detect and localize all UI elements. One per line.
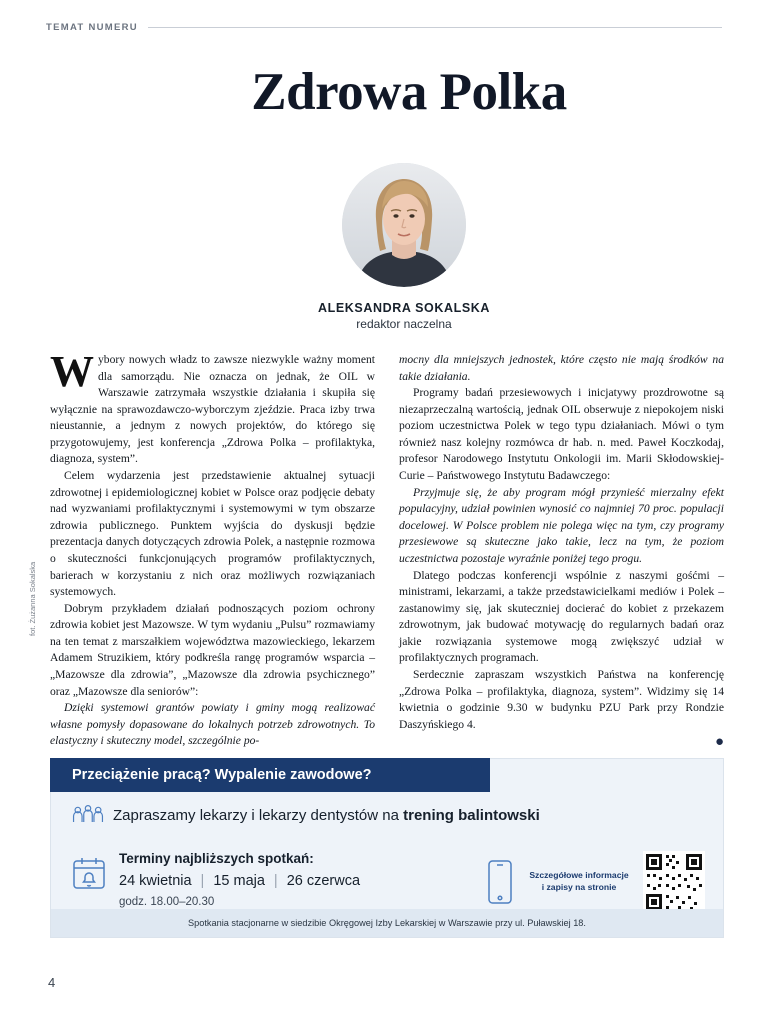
advert-dates bbox=[119, 873, 360, 889]
date-separator: | bbox=[200, 873, 205, 889]
paragraph: Celem wydarzenia jest przedstawienie aktualnej sytuacji zdrowotnej i epidemiologicznej kobiet w Polsce oraz podjęcie debaty nad wyzwaniami profilaktycznymi i systemowymi w tym obszarze zdrowia publicznego. Punktem wyjścia do dyskusji będzie prezentacja danych dotyczących zdrowia Polek, a następnie rozmowa o skuteczności funkcjonujących programów profilaktycznych, barierach w korzystaniu z nich oraz możliwych rozwiązaniach systemowych. bbox=[50, 469, 375, 599]
advert-footer-text: Spotkania stacjonarne w siedzibie Okręgowej Izby Lekarskiej w Warszawie przy ul. Puławskiej 18. bbox=[188, 918, 586, 928]
page-title: Zdrowa Polka bbox=[251, 63, 567, 121]
advert-date: 15 maja bbox=[213, 873, 265, 889]
advert-invite-prefix: Zapraszamy lekarzy i lekarzy dentystów na bbox=[113, 807, 404, 824]
kicker-label: TEMAT NUMERU bbox=[46, 22, 138, 33]
avatar bbox=[342, 163, 466, 287]
advert-invite-strong: trening balintowski bbox=[403, 807, 540, 824]
advert-box bbox=[50, 758, 724, 938]
paragraph: Wybory nowych władz to zawsze niezwykle ważny moment dla samorządu. Nie oznacza on jednak, że OIL w Warszawie zatrzymała wszystkie działania i skupiła się wyłącznie na sprawozdawczo-wyborczym zjeździe. Praca izby trwa nieustannie, a jednym z nowych projektów, do którego się przygotowujemy, jest konferencja „Zdrowa Polka – profilaktyka, diagnoza, system”. bbox=[50, 347, 375, 466]
date-separator: | bbox=[273, 873, 278, 889]
article-body bbox=[50, 347, 724, 751]
section-kicker bbox=[46, 22, 722, 33]
author-block bbox=[0, 163, 768, 331]
advert-invite bbox=[113, 807, 703, 824]
people-group-icon bbox=[71, 803, 105, 829]
advert-terms-title: Terminy najbliższych spotkań: bbox=[119, 851, 314, 866]
page-number: 4 bbox=[48, 975, 56, 990]
advert-banner-title: Przeciążenie pracą? Wypalenie zawodowe? bbox=[72, 767, 372, 783]
photo-credit: fot. Żużanna Sokalska bbox=[28, 561, 37, 636]
paragraph: Dlatego podczas konferencji wspólnie z naszymi gośćmi – ministrami, lekarzami, a także przedstawicielkami mediów i Polek – zastanowimy się, jak skuteczniej docierać do kobiet z przekazem zdrowotnym, jak budować motywację do regularnych badań oraz jakie rozwiązania systemowe mogą zwiększyć udział w profilaktycznych programach. bbox=[399, 568, 724, 665]
paragraph: Programy badań przesiewowych i inicjatywy prozdrowotne są niezaprzeczalną wartością, jednak OIL obserwuje z niepokojem niski poziom uczestnictwa Polek w tego typu działaniach. Mówi o tym również nasz kolejny rozmówca dr hab. n. med. Paweł Koczkodaj, profesor Narodowego Instytutu Onkologii im. Marii Skłodowskiej-Curie – Państwowego Instytutu Badawczego: bbox=[399, 386, 724, 483]
paragraph-quote: Dzięki systemowi grantów powiaty i gminy mogą realizować własne pomysły dopasowane do lokalnych potrzeb zdrowotnych. To elastyczny i skuteczny model, szczególnie po- bbox=[50, 701, 375, 748]
author-name: ALEKSANDRA SOKALSKA bbox=[317, 301, 491, 315]
paragraph-quote: Przyjmuje się, że aby program mógł przynieść mierzalny efekt populacyjny, udział powinien wynosić co najmniej 70 proc. populacji docelowej. W Polsce problem nie polega więc na tym, czy programy przesiewowe są skuteczne jako takie, lecz na tym, że poziom uczestnictwa pozostaje wyraźnie poniżej tego progu. bbox=[399, 485, 724, 565]
qr-code-icon[interactable] bbox=[643, 851, 705, 913]
advert-footer bbox=[51, 909, 723, 937]
paragraph: Dobrym przykładem działań podnoszących poziom ochrony zdrowia kobiet jest Mazowsze. W tym wydaniu „Pulsu” rozmawiamy na ten temat z marszałkiem województwa mazowieckiego, lekarzem Adamem Struzikiem, który podkreśla rangę programów wsparcia – „Mazowsze dla zdrowia”, „Mazowsze dla zdrowia psychicznego” oraz „Mazowsze dla seniorów”: bbox=[50, 601, 375, 698]
advert-info-text bbox=[525, 870, 633, 893]
mobile-phone-icon bbox=[485, 859, 515, 905]
avatar-portrait-icon bbox=[342, 163, 466, 287]
advert-date: 24 kwietnia bbox=[119, 873, 192, 889]
advert-banner bbox=[50, 758, 490, 792]
kicker-divider bbox=[148, 27, 722, 28]
advert-info-group bbox=[455, 851, 705, 913]
paragraph: Serdecznie zapraszam wszystkich Państwa na konferencję „Zdrowa Polka – profilaktyka, diagnoza, system”. Widzimy się 14 kwietnia o godzinie 9.30 w budynku PZU Park przy Rondzie Daszyńskiego 4. bbox=[399, 667, 724, 731]
advert-info-line1: Szczegółowe informacje bbox=[529, 870, 629, 881]
advert-hours: godz. 18.00–20.30 bbox=[119, 896, 215, 908]
end-marker: ● bbox=[714, 734, 724, 751]
column-left bbox=[50, 347, 375, 750]
paragraph-quote: mocny dla mniejszych jednostek, które często nie mają środków na takie działania. bbox=[399, 353, 724, 383]
advert-date: 26 czerwca bbox=[286, 873, 361, 889]
calendar-bell-icon bbox=[71, 855, 107, 891]
advert-info-line2: i zapisy na stronie bbox=[541, 882, 617, 892]
author-role: redaktor naczelna bbox=[356, 317, 452, 331]
column-right bbox=[399, 352, 724, 750]
